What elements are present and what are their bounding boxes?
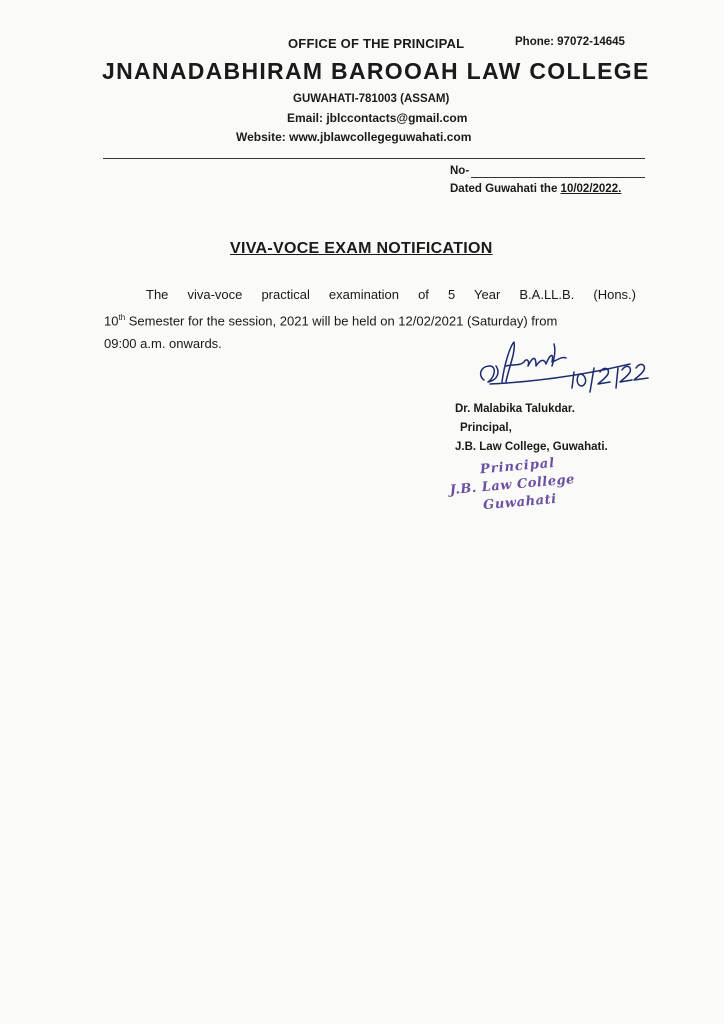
college-address: GUWAHATI-781003 (ASSAM) bbox=[293, 93, 450, 105]
reference-number bbox=[450, 165, 645, 178]
signatory-title: Principal, bbox=[460, 422, 512, 434]
office-title: OFFICE OF THE PRINCIPAL bbox=[288, 36, 465, 51]
signatory-name: Dr. Malabika Talukdar. bbox=[455, 403, 575, 415]
reference-date bbox=[450, 183, 621, 195]
signatory-institution: J.B. Law College, Guwahati. bbox=[455, 441, 608, 453]
college-website: Website: www.jblawcollegeguwahati.com bbox=[236, 130, 472, 144]
reference-no-label: No- bbox=[450, 165, 470, 177]
stamp-line-3: Guwahati bbox=[482, 491, 558, 514]
college-name: JNANADABHIRAM BAROOAH LAW COLLEGE bbox=[102, 58, 650, 84]
semester-number: 10 bbox=[104, 313, 119, 329]
stamp-line-2: J.B. Law College bbox=[449, 472, 576, 499]
reference-no-blank bbox=[471, 165, 645, 178]
principal-stamp bbox=[447, 449, 593, 531]
header-divider bbox=[103, 158, 645, 159]
dated-label: Dated Guwahati the bbox=[450, 183, 561, 195]
notice-line-1: The viva-voce practical examination of 5 Year B.A.LL.B. (Hons.) bbox=[146, 287, 636, 302]
handwritten-signature bbox=[470, 336, 650, 396]
notice-title: VIVA-VOCE EXAM NOTIFICATION bbox=[230, 240, 493, 257]
notice-line-3: 09:00 a.m. onwards. bbox=[104, 336, 222, 352]
phone-number: Phone: 97072-14645 bbox=[515, 36, 625, 48]
semester-suffix: th bbox=[118, 313, 126, 322]
college-email: Email: jblccontacts@gmail.com bbox=[287, 111, 468, 125]
notice-line-2-rest: Semester for the session, 2021 will be held on 12/02/2021 (Saturday) from bbox=[125, 313, 558, 329]
dated-value: 10/02/2022. bbox=[560, 183, 622, 195]
stamp-line-1: Principal bbox=[479, 455, 556, 478]
notice-line-2 bbox=[104, 306, 636, 332]
